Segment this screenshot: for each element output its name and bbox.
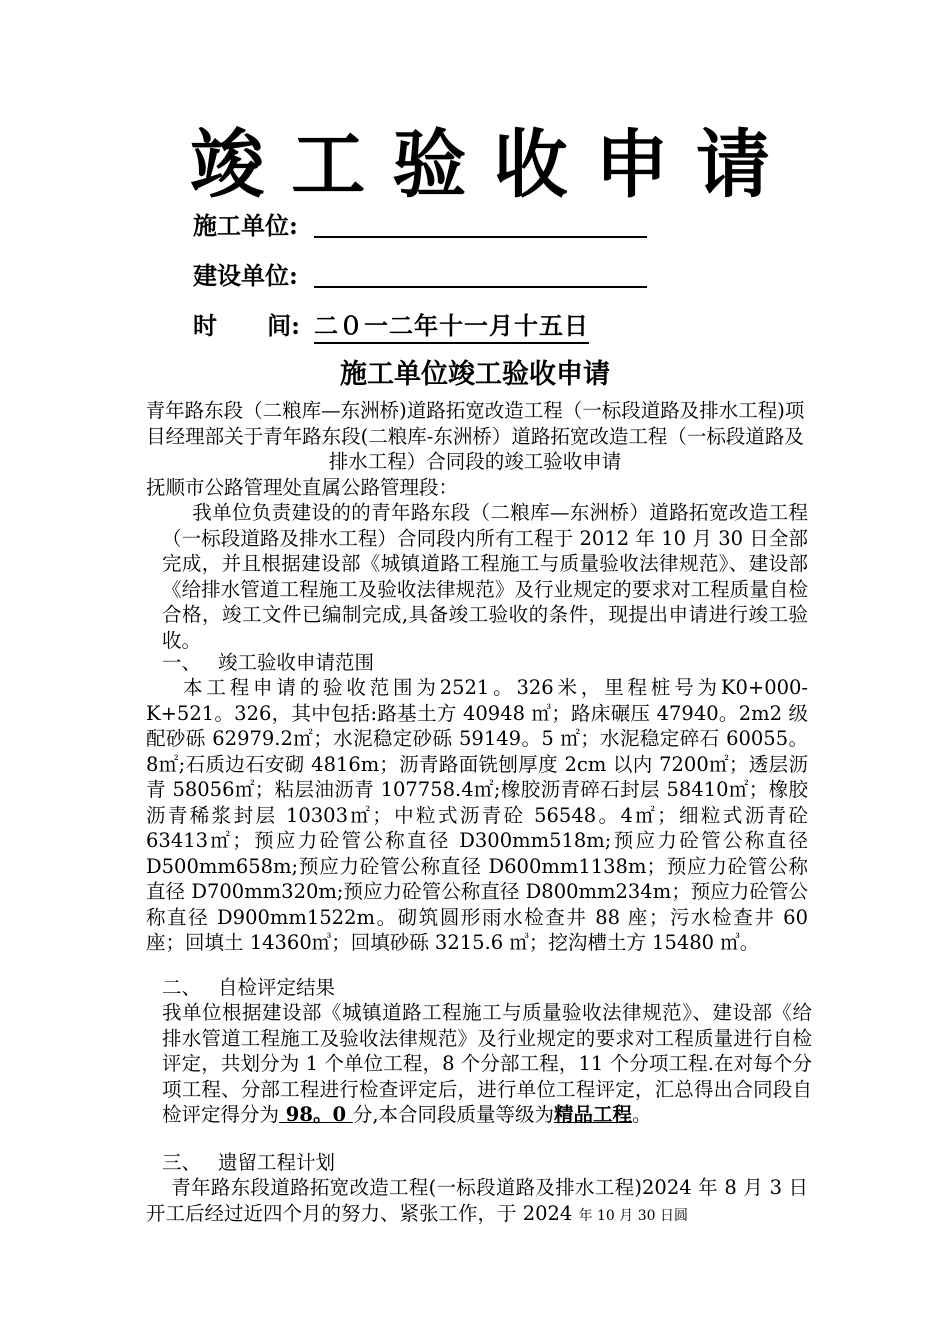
cover-title-char: 请 <box>695 122 770 208</box>
construction-unit-label: 施工单位: <box>193 211 298 240</box>
intro-paragraph: 我单位负责建设的的青年路东段（二粮库—东洲桥）道路拓宽改造工程（一标段道路及排水工程）合同段内所有工程于 2012 年 10 月 30 日全部完成，并且根据建设部《城镇道路工程施工与质量验收法律规范》、建设部《给排水管道工程施工及验收法律规范》及行业规定的要求对工程质量自检合格，竣工文件已编制完成,具备竣工验收的条件，现提出申请进行竣工验收。 <box>162 501 808 652</box>
remaining-work-paragraph <box>146 1175 808 1229</box>
cover-title-char: 工 <box>291 122 366 208</box>
section-2-title: 自检评定结果 <box>218 976 336 999</box>
builder-unit-label: 建设单位: <box>193 261 298 290</box>
construction-unit-blank <box>314 208 647 238</box>
cover-title-char: 收 <box>493 122 568 208</box>
cover-title-char: 竣 <box>190 122 264 208</box>
date-label: 时 间: <box>193 311 300 340</box>
addressee: 抚顺市公路管理处直属公路管理段： <box>146 476 459 499</box>
cover-title-char: 申 <box>594 122 669 208</box>
document-subtitle: 施工单位竣工验收申请 <box>340 359 610 390</box>
self-check-score: 98。0 <box>279 1103 353 1126</box>
section-3-heading <box>162 1150 335 1176</box>
application-heading: 青年路东段（二粮库—东洲桥)道路拓宽改造工程（一标段道路及排水工程)项目经理部关于青年路东段(二粮库-东洲桥）道路拓宽改造工程（一标段道路及排水工程）合同段的竣工验收申请 <box>145 399 805 473</box>
section-1-number: 一、 <box>162 651 202 674</box>
cover-title <box>190 120 770 210</box>
section-1-heading <box>162 650 374 676</box>
cover-title-char: 验 <box>392 122 467 208</box>
section-1-title: 竣工验收申请范围 <box>218 651 375 674</box>
builder-unit-row <box>193 258 647 294</box>
scope-paragraph: 本工程申请的验收范围为2521。326米，里程桩号为K0+000-K+521。326，其中包括:路基土方 40948 ㎥；路床碾压 47940。2m2 级配砂砾 62979.2㎡；水泥稳定砂砾 59149。5 ㎡；水泥稳定碎石 60055。8㎡;石质边石安砌 4816m；沥青路面铣刨厚度 2cm 以内 7200㎡；透层沥青 58056㎡；粘层油沥青 107758.4㎡;橡胶沥青碎石封层 58410㎡；橡胶沥青稀浆封层 10303㎡；中粒式沥青砼 56548。4㎡；细粒式沥青砼 63413㎡；预应力砼管公称直径 D300mm518m;预应力砼管公称直径 D500mm658m;预应力砼管公称直径 D600mm1138m；预应力砼管公称直径 D700mm320m;预应力砼管公称直径 D800mm234m；预应力砼管公称直径 D900mm1522m。砌筑圆形雨水检查井 88 座；污水检查井 60 座；回填土 14360㎥；回填砂砾 3215.6 ㎥；挖沟槽土方 15480 ㎥。 <box>146 676 808 954</box>
quality-grade: 精品工程 <box>554 1103 633 1126</box>
self-check-text: 我单位根据建设部《城镇道路工程施工与质量验收法律规范》、建设部《给排水管道工程施工及验收法律规范》及行业规定的要求对工程质量进行自检评定，共划分为 1 个单位工程，8 个分部工程，11 个分项工程.在对每个分项工程、分部工程进行检查评定后，进行单位工程评定，汇总得出合同段自检评定得分为 <box>162 1001 812 1126</box>
date-value: 二０一二年十一月十五日 <box>314 308 589 344</box>
self-check-text-2: 分,本合同段质量等级为 <box>352 1103 555 1126</box>
date-row <box>193 308 589 344</box>
remaining-work-text: 青年路东段道路拓宽改造工程(一标段道路及排水工程)2024 年 8 月 3 日开工后经过近四个月的努力、紧张工作，于 2024 <box>146 1176 808 1225</box>
section-2-number: 二、 <box>162 976 202 999</box>
section-3-title: 遗留工程计划 <box>218 1151 336 1174</box>
builder-unit-blank <box>314 258 647 288</box>
section-3-number: 三、 <box>162 1151 202 1174</box>
self-check-end: 。 <box>632 1103 652 1126</box>
self-check-paragraph <box>162 1000 812 1128</box>
remaining-work-small-text: 年 10 月 30 日圆 <box>578 1207 688 1224</box>
construction-unit-row <box>193 208 647 244</box>
section-2-heading <box>162 975 335 1001</box>
